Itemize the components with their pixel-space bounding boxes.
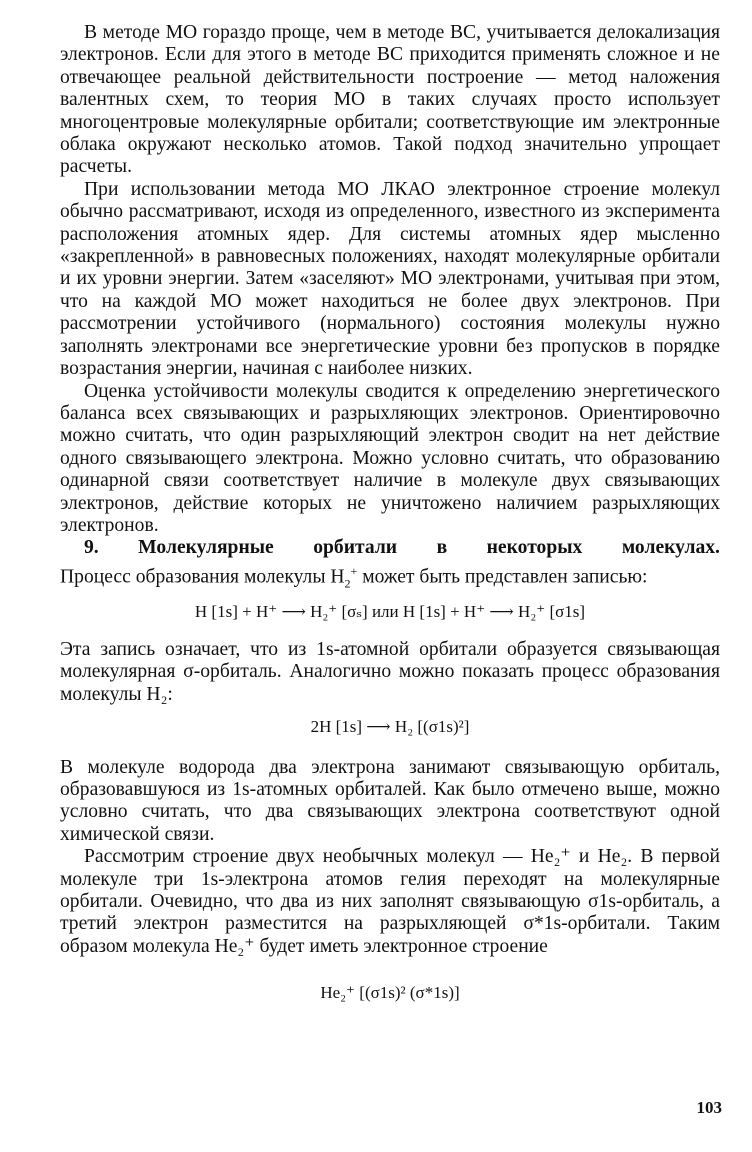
heading-word-4: некоторых [486, 537, 583, 559]
heading-word-1: Молекулярные [138, 537, 274, 559]
formula-h2-plus: H [1s] + H⁺ ⟶ H₂⁺ [σₛ] или H [1s] + H⁺ ⟶ H₂⁺ [σ1s] [194, 601, 586, 621]
page-number: 103 [696, 1098, 722, 1117]
paragraph-3: Оценка устойчивости молекулы сводится к определению энергетического баланса всех связывающих и разрыхляющих электронов. Ориентировочно можно считать, что один разрыхляющий электрон сводит на нет действие одного связывающего электрона. Можно условно считать, что образованию одинарной связи соответствует наличие в молекуле двух связывающих электронов, действие которых не уничтожено наличием разрыхляющих электронов. [60, 380, 720, 536]
paragraph-2: При использовании метода МО ЛКАО электронное строение молекул обычно рассматривают, исходя из определенного, известного из эксперимента расположения атомных ядер. Для системы атомных ядер мысленно «закрепленной» в равновесных положениях, находят молекулярные орбитали и их уровни энергии. Затем «заселяют» МО электронами, учитывая при этом, что на каждой МО может находиться не более двух электронов. При рассмотрении устойчивого (нормального) состояния молекулы нужно заполнять электронами все энергетические уровни без пропусков в порядке возрастания энергии, начиная с наиболее низких. [60, 178, 720, 380]
formula-h2: 2H [1s] ⟶ H₂ [(σ1s)²] [310, 717, 470, 737]
paragraph-6: В молекуле водорода два электрона занимают связывающую орбиталь, образовавшуюся из 1s-атомных орбиталей. Как было отмечено выше, можно условно считать, что два связывающих электрона соответствуют одной химической связи. [60, 756, 720, 845]
section-heading [60, 537, 720, 559]
paragraph-4: Процесс образования молекулы $H_2^+$ может быть представлен записью: [60, 563, 648, 591]
paragraph-1: В методе МО гораздо проще, чем в методе ВС, учитывается делокализация электронов. Если для этого в методе ВС приходится применять сложное и не отвечающее реальной действительности построение — метод наложения валентных схем, то теория МО в таких случаях просто использует многоцентровые молекулярные орбитали; соответствующие им электронные облака окружают несколько атомов. Такой подход значительно упрощает расчеты. [60, 22, 720, 178]
formula-he2-plus: He₂⁺ [(σ1s)² (σ*1s)] [320, 983, 460, 1003]
heading-word-2: орбитали [313, 537, 398, 559]
paragraph-7: Рассмотрим строение двух необычных молекул — He₂⁺ и He₂. В первой молекуле три 1s-электрона атомов гелия переходят на молекулярные орбитали. Очевидно, что два из них заполнят связывающую σ1s-орбиталь, а третий электрон разместится на разрыхляющей σ*1s-орбитали. Таким образом молекула He₂⁺ будет иметь электронное строение [60, 846, 720, 957]
paragraph-5: Эта запись означает, что из 1s-атомной орбитали образуется связывающая молекулярная σ-орбиталь. Аналогично можно показать процесс образования молекулы H₂: [60, 639, 720, 705]
page-body [60, 22, 720, 1015]
section-number: 9. [84, 537, 99, 559]
heading-word-3: в [436, 537, 448, 559]
heading-word-5: молекулах. [621, 537, 720, 559]
